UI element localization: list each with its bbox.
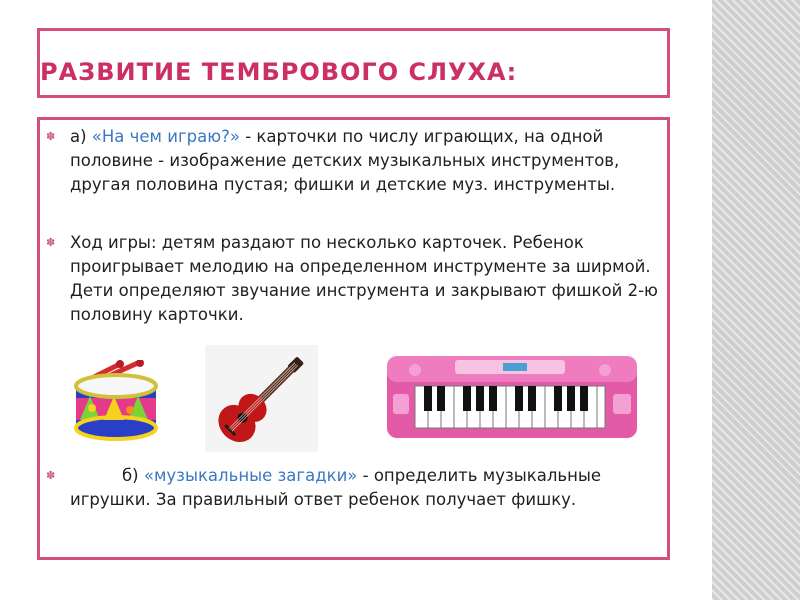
paragraph-game-rules bbox=[70, 231, 670, 327]
decorative-side-panel bbox=[712, 0, 800, 600]
toy-guitar-image bbox=[205, 345, 318, 452]
paragraph-prefix: а) bbox=[70, 127, 92, 146]
toy-drum-image bbox=[70, 360, 162, 442]
paragraph-text: Ход игры: детям раздают по несколько карточек. Ребенок проигрывает мелодию на определенном инструменте за ширмой. Дети определяют звучание инструмента и закрывают фишкой 2-ю половину карточки. bbox=[70, 233, 658, 324]
paragraph-na-chem-igrayu bbox=[70, 125, 670, 197]
game-name-highlight: «музыкальные загадки» bbox=[143, 466, 358, 485]
toy-keyboard-image bbox=[385, 350, 640, 440]
paragraph-text: - определить музыкальные игрушки. За правильный ответ ребенок получает фишку. bbox=[70, 466, 602, 509]
slide-title: РАЗВИТИЕ ТЕМБРОВОГО СЛУХА: bbox=[40, 58, 518, 86]
bullet-icon bbox=[46, 129, 60, 145]
paragraph-prefix: б) bbox=[122, 466, 144, 485]
bullet-icon bbox=[46, 468, 60, 484]
paragraph-text: - карточки по числу играющих, на одной половине - изображение детских музыкальных инструментов, другая половина пустая; фишки и детские муз. инструменты. bbox=[70, 127, 620, 194]
game-name-highlight: «На чем играю?» bbox=[91, 127, 240, 146]
bullet-icon bbox=[46, 235, 60, 251]
paragraph-muzykalnye-zagadki bbox=[70, 464, 670, 512]
